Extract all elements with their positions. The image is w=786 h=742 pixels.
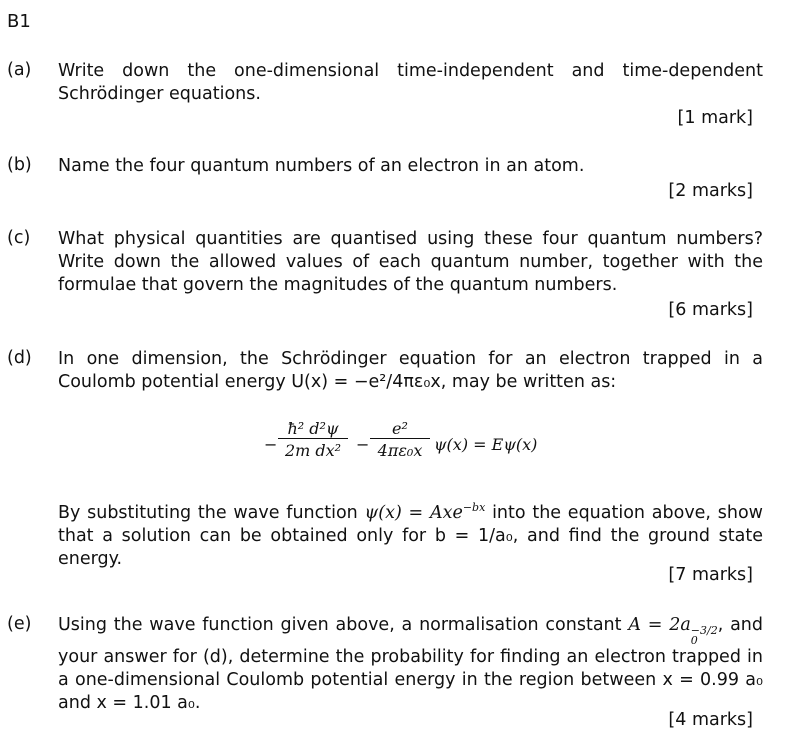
wave-function — [365, 503, 486, 523]
part-e-text — [58, 614, 763, 715]
wave-function-exponent: −bx — [462, 501, 486, 514]
equation-rhs: ψ(x) = Eψ(x) — [434, 435, 538, 454]
kinetic-term — [278, 419, 348, 460]
part-c-marks: [6 marks] — [668, 300, 753, 320]
wave-function-base: ψ(x) = Axe — [364, 502, 463, 523]
schrodinger-equation — [260, 413, 580, 471]
kinetic-denominator: 2m dx² — [278, 438, 348, 460]
potential-numerator: e² — [392, 419, 408, 438]
part-b-marks: [2 marks] — [668, 181, 753, 201]
part-c-text: What physical quantities are quantised using these four quantum numbers? Write down the allowed values of each quantum number, together with the formulae that govern the magnitudes of the quantum numbers. — [58, 229, 763, 295]
part-d-text-post: into the equation above, show that a solution can be obtained only for b = 1/a₀, and find the ground state energy. — [58, 502, 763, 569]
part-a-label: (a) — [7, 60, 32, 80]
part-e-text-post: , and your answer for (d), determine the probability for finding an electron trapped in a one-dimensional Coulomb potential energy in the region between x = 0.99 a₀ and x = 1.01 a₀. — [58, 615, 763, 713]
constant-exponent: −3/2 — [690, 624, 718, 637]
part-d-text-task — [58, 496, 763, 571]
potential-denominator: 4πε₀x — [370, 438, 430, 460]
part-d-label: (d) — [7, 348, 32, 368]
kinetic-numerator: ħ² d²ψ — [287, 419, 339, 438]
equation-minus: − — [356, 435, 370, 454]
normalisation-constant — [628, 615, 718, 647]
part-e-label: (e) — [7, 614, 32, 634]
equation-minus: − — [264, 435, 278, 454]
potential-term — [370, 419, 430, 460]
part-a-marks: [1 mark] — [677, 108, 753, 128]
part-e-marks: [4 marks] — [668, 710, 753, 730]
constant-base: A = 2a — [628, 615, 691, 635]
constant-subscript: 0 — [690, 634, 698, 647]
part-d-text-intro: In one dimension, the Schrödinger equation for an electron trapped in a Coulomb potential energy U(x) = −e²/4πε₀x, may be written as: — [58, 349, 763, 392]
question-number: B1 — [7, 11, 31, 32]
part-a-text: Write down the one-dimensional time-independent and time-dependent Schrödinger equations. — [58, 61, 763, 104]
part-d-text-pre: By substituting the wave function — [58, 502, 358, 523]
part-c-label: (c) — [7, 228, 31, 248]
part-e-text-pre: Using the wave function given above, a normalisation constant — [58, 615, 622, 635]
part-b-label: (b) — [7, 155, 32, 175]
part-b-text: Name the four quantum numbers of an electron in an atom. — [58, 156, 585, 176]
part-d-marks: [7 marks] — [668, 565, 753, 585]
